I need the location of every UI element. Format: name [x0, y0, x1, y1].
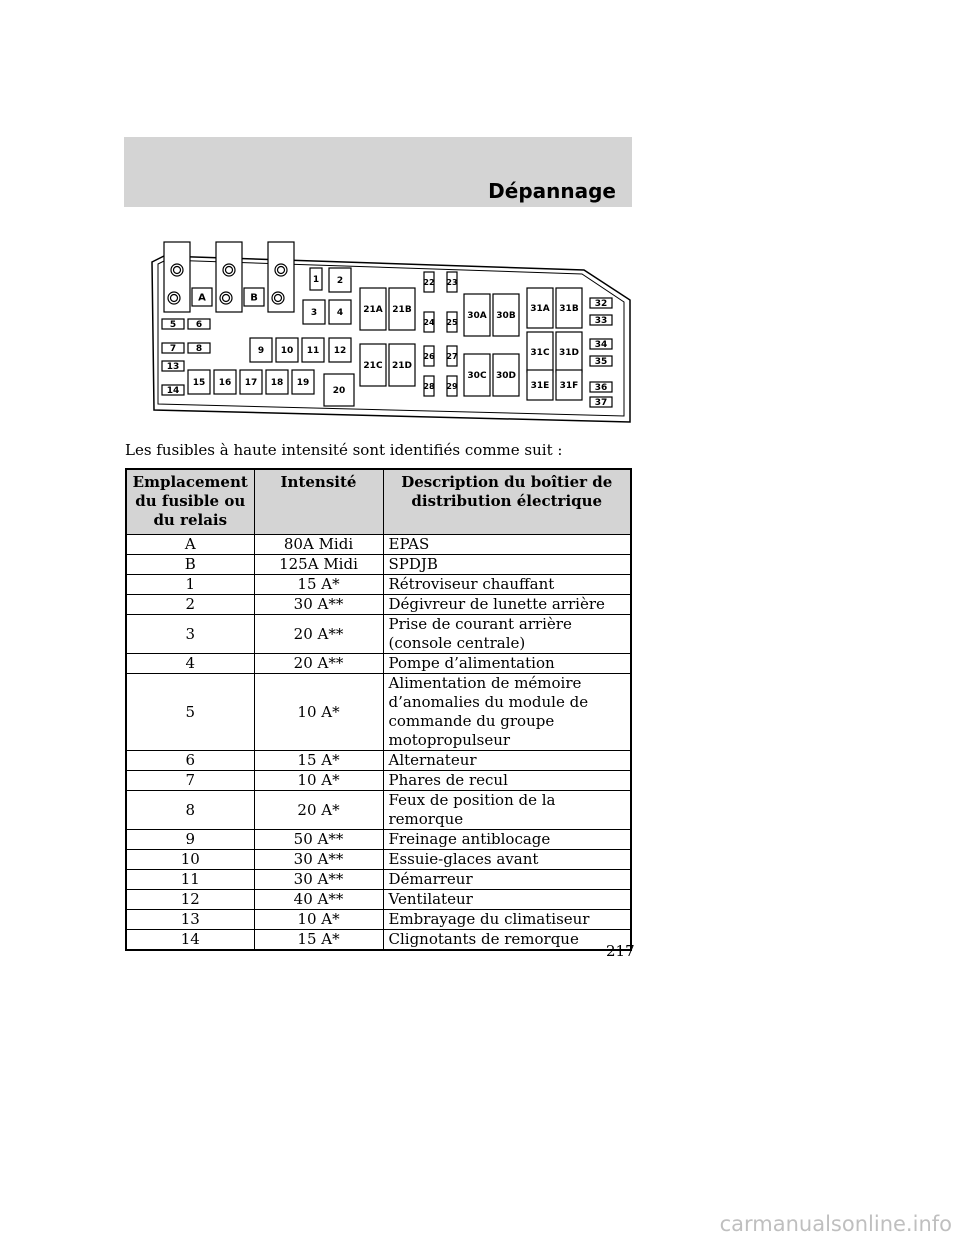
maxi-fuse	[389, 288, 415, 330]
bolt-icon	[168, 292, 180, 304]
cell-current: 30 A**	[254, 870, 383, 890]
cell-description: SPDJB	[383, 555, 631, 575]
fuse-table	[125, 468, 632, 951]
table-row	[126, 535, 631, 555]
svg-text:37: 37	[594, 398, 608, 409]
fuse	[292, 370, 314, 394]
bolt-icon	[171, 264, 183, 276]
svg-text:21B: 21B	[392, 305, 412, 316]
svg-text:6: 6	[195, 320, 203, 331]
fuse	[250, 338, 272, 362]
cell-description: Alimentation de mémoire d’anomalies du module de commande du groupe motopropulseur	[383, 674, 631, 751]
cell-current: 15 A*	[254, 930, 383, 951]
svg-text:9: 9	[257, 346, 265, 357]
relay-label	[192, 288, 212, 306]
caption: Les fusibles à haute intensité sont identifiés comme suit :	[125, 441, 563, 459]
svg-text:17: 17	[244, 378, 258, 389]
mini-fuse	[162, 385, 184, 396]
cell-current: 20 A**	[254, 654, 383, 674]
cell-description: Ventilateur	[383, 890, 631, 910]
svg-text:23: 23	[446, 277, 458, 287]
cell-location: 12	[126, 890, 254, 910]
svg-text:27: 27	[446, 351, 458, 361]
cell-current: 50 A**	[254, 830, 383, 850]
svg-text:35: 35	[594, 357, 608, 368]
svg-text:20: 20	[332, 386, 346, 397]
fuse	[324, 374, 354, 406]
fuse	[310, 268, 322, 290]
table-row	[126, 850, 631, 870]
page-number: 217	[606, 942, 635, 960]
cell-description: Essuie-glaces avant	[383, 850, 631, 870]
cell-description: Démarreur	[383, 870, 631, 890]
table-row	[126, 615, 631, 654]
svg-text:8: 8	[195, 344, 203, 355]
svg-text:B: B	[250, 292, 258, 304]
cell-description: Dégivreur de lunette arrière	[383, 595, 631, 615]
fuse	[240, 370, 262, 394]
cell-description: Feux de position de la remorque	[383, 791, 631, 830]
maxi-fuse	[493, 294, 519, 336]
table-row	[126, 830, 631, 850]
cell-current: 80A Midi	[254, 535, 383, 555]
svg-text:A: A	[198, 292, 206, 304]
cell-description: Alternateur	[383, 751, 631, 771]
cell-description: Rétroviseur chauffant	[383, 575, 631, 595]
cell-location: 2	[126, 595, 254, 615]
maxi-fuse	[556, 370, 582, 400]
mini-fuse	[162, 319, 184, 330]
mini-fuse	[590, 356, 612, 367]
table-row	[126, 890, 631, 910]
cell-location: 6	[126, 751, 254, 771]
small-fuse	[423, 376, 435, 396]
fuse	[214, 370, 236, 394]
cell-description: Embrayage du climatiseur	[383, 910, 631, 930]
svg-text:30B: 30B	[496, 311, 516, 322]
maxi-fuse	[464, 294, 490, 336]
maxi-fuse	[556, 288, 582, 328]
watermark: carmanualsonline.info	[719, 1212, 952, 1236]
cell-location: 13	[126, 910, 254, 930]
svg-text:21D: 21D	[392, 361, 412, 372]
cell-current: 20 A**	[254, 615, 383, 654]
table-row	[126, 930, 631, 951]
fuse	[303, 300, 325, 324]
svg-text:10: 10	[280, 346, 294, 357]
svg-text:14: 14	[166, 386, 180, 397]
fuse	[329, 268, 351, 292]
svg-text:31D: 31D	[559, 348, 579, 359]
table-row	[126, 595, 631, 615]
svg-text:4: 4	[336, 308, 344, 319]
fuse	[329, 338, 351, 362]
cell-current: 20 A*	[254, 791, 383, 830]
cell-current: 125A Midi	[254, 555, 383, 575]
svg-text:25: 25	[446, 317, 458, 327]
svg-text:31F: 31F	[559, 381, 579, 392]
svg-text:30A: 30A	[467, 311, 487, 322]
table-row	[126, 674, 631, 751]
svg-text:22: 22	[423, 277, 435, 287]
fuse	[329, 300, 351, 324]
table-row	[126, 791, 631, 830]
cell-current: 30 A**	[254, 595, 383, 615]
svg-text:29: 29	[446, 381, 458, 391]
svg-text:31E: 31E	[530, 381, 550, 392]
cell-current: 10 A*	[254, 674, 383, 751]
svg-text:36: 36	[594, 383, 608, 394]
relay-label	[244, 288, 264, 306]
small-fuse	[446, 272, 457, 292]
mini-fuse	[188, 343, 210, 354]
mini-fuse	[590, 397, 612, 408]
fuse-box-svg	[124, 236, 632, 432]
cell-current: 15 A*	[254, 575, 383, 595]
bolt-icon	[223, 264, 235, 276]
cell-location: 11	[126, 870, 254, 890]
table-row	[126, 910, 631, 930]
cell-location: 14	[126, 930, 254, 951]
maxi-fuse	[360, 288, 386, 330]
section-header	[124, 137, 632, 207]
bolt-icon	[275, 264, 287, 276]
table-row	[126, 870, 631, 890]
table-row	[126, 751, 631, 771]
table-row	[126, 771, 631, 791]
cell-current: 15 A*	[254, 751, 383, 771]
cell-description: Pompe d’alimentation	[383, 654, 631, 674]
svg-text:31A: 31A	[530, 304, 550, 315]
svg-text:30C: 30C	[467, 371, 487, 382]
maxi-fuse	[360, 344, 386, 386]
table-row	[126, 555, 631, 575]
svg-text:30D: 30D	[496, 371, 516, 382]
svg-text:2: 2	[336, 276, 344, 287]
svg-text:24: 24	[423, 317, 435, 327]
cell-description: Freinage antiblocage	[383, 830, 631, 850]
svg-text:3: 3	[310, 308, 318, 319]
svg-text:19: 19	[296, 378, 310, 389]
mini-fuse	[162, 361, 184, 372]
svg-text:21C: 21C	[363, 361, 383, 372]
svg-text:33: 33	[594, 316, 608, 327]
mini-fuse	[162, 343, 184, 354]
svg-text:31C: 31C	[530, 348, 550, 359]
fuse	[188, 370, 210, 394]
small-fuse	[423, 272, 434, 292]
mini-fuse	[590, 298, 612, 309]
svg-text:32: 32	[594, 299, 608, 310]
cell-location: 3	[126, 615, 254, 654]
svg-text:11: 11	[306, 346, 320, 357]
small-fuse	[446, 312, 458, 332]
fuse	[276, 338, 298, 362]
maxi-fuse	[389, 344, 415, 386]
header-description: Description du boîtier de distribution électrique	[383, 469, 631, 535]
cell-description: Phares de recul	[383, 771, 631, 791]
header-current: Intensité	[254, 469, 383, 535]
table-row	[126, 654, 631, 674]
maxi-fuse	[527, 288, 553, 328]
fuse-box-diagram	[124, 236, 632, 432]
svg-text:31B: 31B	[559, 304, 579, 315]
cell-current: 10 A*	[254, 910, 383, 930]
cell-location: 1	[126, 575, 254, 595]
svg-text:15: 15	[192, 378, 206, 389]
maxi-fuse	[464, 354, 490, 396]
cell-current: 30 A**	[254, 850, 383, 870]
cell-location: 7	[126, 771, 254, 791]
header-location: Emplacement du fusible ou du relais	[126, 469, 254, 535]
cell-description: Clignotants de remorque	[383, 930, 631, 951]
fuse	[302, 338, 324, 362]
cell-location: 10	[126, 850, 254, 870]
small-fuse	[446, 376, 458, 396]
svg-text:5: 5	[169, 320, 177, 331]
svg-text:13: 13	[166, 362, 180, 373]
table-row	[126, 575, 631, 595]
cell-current: 40 A**	[254, 890, 383, 910]
table-header-row	[126, 469, 631, 535]
fuse	[266, 370, 288, 394]
small-fuse	[423, 346, 435, 366]
svg-text:18: 18	[270, 378, 284, 389]
cell-location: B	[126, 555, 254, 575]
svg-text:28: 28	[423, 381, 435, 391]
svg-text:12: 12	[333, 346, 347, 357]
maxi-fuse	[556, 332, 582, 372]
cell-location: 9	[126, 830, 254, 850]
svg-text:7: 7	[169, 344, 177, 355]
section-title: Dépannage	[488, 179, 616, 203]
small-fuse	[423, 312, 435, 332]
cell-description: EPAS	[383, 535, 631, 555]
mini-fuse	[188, 319, 210, 330]
small-fuse	[446, 346, 457, 366]
svg-text:16: 16	[218, 378, 232, 389]
cell-current: 10 A*	[254, 771, 383, 791]
svg-text:34: 34	[594, 340, 608, 351]
maxi-fuse	[527, 370, 553, 400]
svg-text:21A: 21A	[363, 305, 383, 316]
bolt-icon	[272, 292, 284, 304]
mini-fuse	[590, 382, 612, 393]
cell-description: Prise de courant arrière (console centrale)	[383, 615, 631, 654]
mini-fuse	[590, 315, 612, 326]
cell-location: A	[126, 535, 254, 555]
mini-fuse	[590, 339, 612, 350]
cell-location: 8	[126, 791, 254, 830]
cell-location: 5	[126, 674, 254, 751]
cell-location: 4	[126, 654, 254, 674]
svg-text:1: 1	[312, 275, 320, 286]
svg-text:26: 26	[423, 351, 435, 361]
maxi-fuse	[493, 354, 519, 396]
maxi-fuse	[527, 332, 553, 372]
bolt-icon	[220, 292, 232, 304]
